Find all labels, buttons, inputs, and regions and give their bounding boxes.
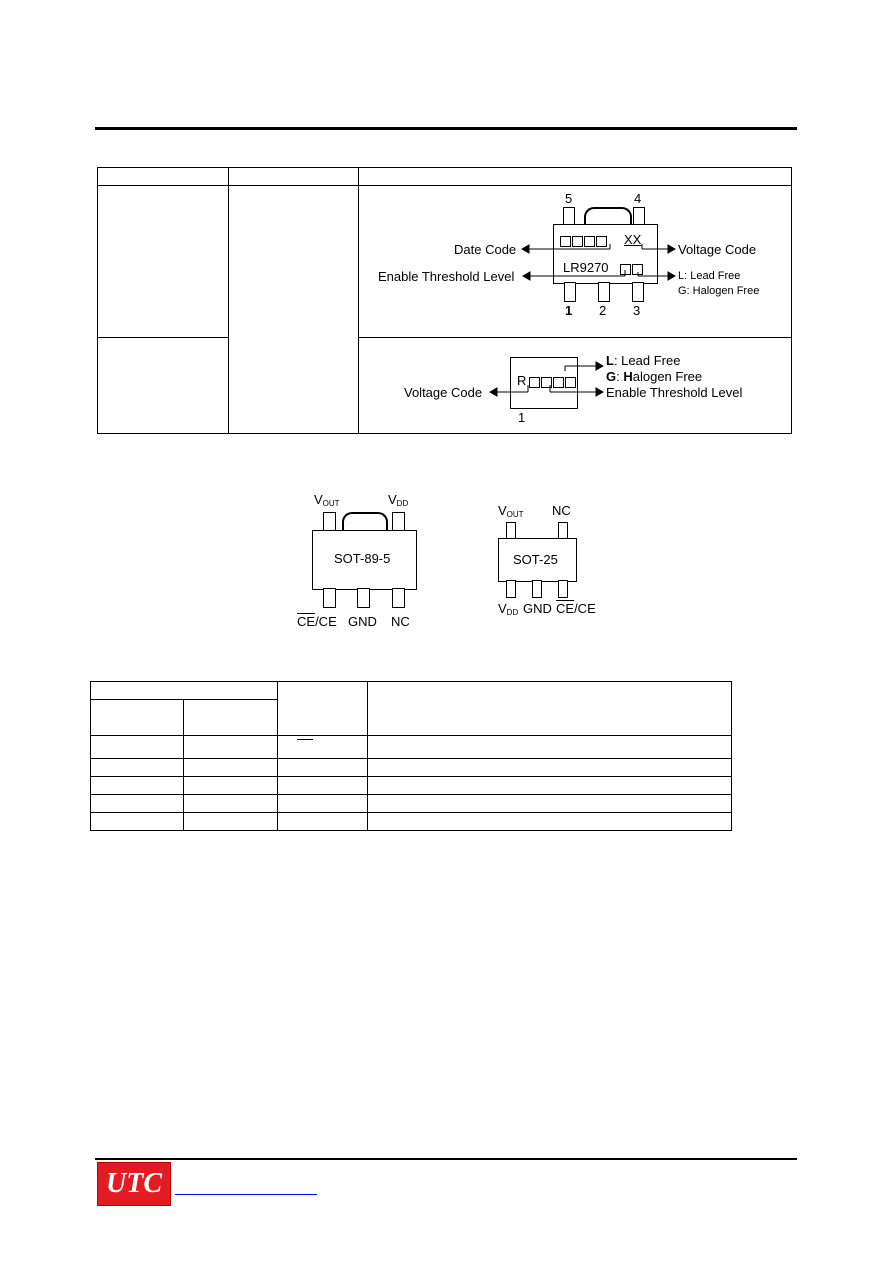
vout-label: $V_{OUT}$	[314, 492, 340, 508]
table-cell	[98, 338, 229, 434]
gnd-label: GND	[523, 601, 552, 616]
voltage-code-mark: XX	[624, 232, 642, 247]
nc-label: NC	[391, 614, 410, 629]
pin-number: 2	[599, 303, 607, 318]
pin-lead	[392, 512, 405, 532]
date-code-label: Date Code	[454, 242, 517, 257]
table-header-cell	[91, 682, 278, 700]
enable-threshold-label: Enable Threshold Level	[606, 385, 743, 400]
vdd-label: $V_{DD}$	[498, 601, 519, 617]
table-header-cell	[229, 168, 359, 186]
table-header-cell	[91, 700, 184, 736]
pin-lead	[357, 588, 370, 608]
pin-lead	[392, 588, 405, 608]
pin-lead	[506, 580, 516, 598]
pin-number: 4	[634, 191, 642, 206]
table-header-cell	[184, 700, 278, 736]
pin-lead	[323, 512, 336, 532]
halogen-free-label: G: Halogen Free	[606, 369, 703, 384]
pin-lead	[558, 580, 568, 598]
callout-arrows	[360, 185, 790, 335]
header-rule	[95, 127, 797, 130]
ce-label: $\overline{CE}/CE$	[297, 614, 337, 629]
package-name: SOT-89-5	[334, 551, 391, 566]
pin-number: 1	[565, 303, 573, 318]
pin-lead	[323, 588, 336, 608]
website-link[interactable]	[175, 1194, 317, 1195]
marking-prefix: R	[517, 373, 527, 388]
nc-label: NC	[552, 503, 571, 518]
lead-free-label: L: Lead Free	[606, 353, 681, 368]
pin-number: 1	[518, 410, 526, 425]
table-row	[91, 736, 732, 759]
package-name: SOT-25	[513, 552, 558, 567]
voltage-code-label: Voltage Code	[404, 385, 483, 400]
lead-free-label: L: Lead Free	[678, 270, 741, 282]
pin-number: 3	[633, 303, 641, 318]
gnd-label: GND	[348, 614, 377, 629]
vout-label: $V_{OUT}$	[498, 503, 524, 519]
halogen-free-label: G: Halogen Free	[678, 285, 760, 297]
table-row	[91, 813, 732, 831]
table-row	[91, 759, 732, 777]
table-row	[91, 795, 732, 813]
table-row	[91, 777, 732, 795]
table-header-cell	[278, 682, 368, 736]
vdd-label: $V_{DD}$	[388, 492, 409, 508]
table-header-cell	[98, 168, 229, 186]
table-header-cell	[359, 168, 792, 186]
pin-lead	[532, 580, 542, 598]
table-cell	[98, 186, 229, 338]
part-number: LR9270	[563, 260, 609, 275]
pin-description-table	[90, 681, 732, 831]
ce-label: $\overline{CE}/CE$	[556, 601, 596, 616]
table-cell	[229, 186, 359, 434]
overline-mark	[297, 739, 313, 740]
table-header-cell	[368, 682, 732, 736]
pin-number: 5	[565, 191, 573, 206]
utc-logo: UTC	[97, 1162, 171, 1206]
footer-rule	[95, 1158, 797, 1160]
enable-threshold-label: Enable Threshold Level	[378, 269, 515, 284]
voltage-code-label: Voltage Code	[678, 242, 757, 257]
